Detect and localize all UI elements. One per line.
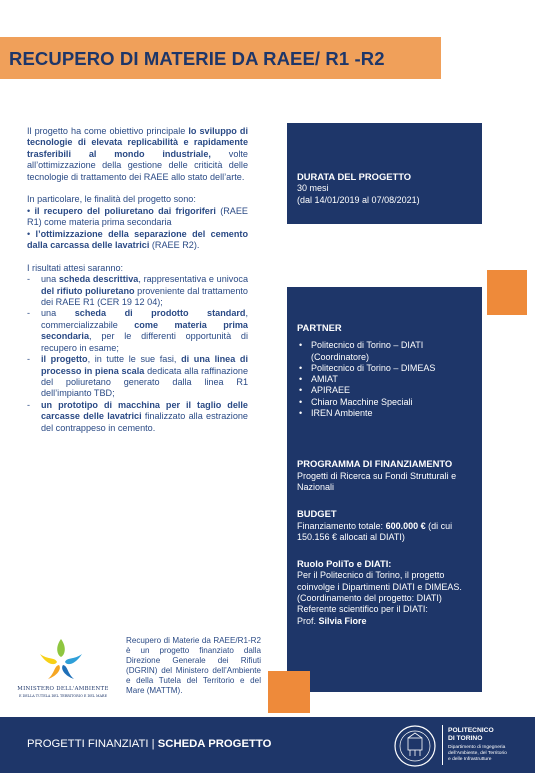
duration-months: 30 mesi (297, 183, 329, 194)
info-box (287, 287, 482, 692)
role-referent: Prof. Silvia Fiore (297, 615, 367, 626)
ministry-logo-text: MINISTERO DELL'AMBIENTE E DELLA TUTELA DEL TERRITORIO E DEL MARE (17, 686, 109, 698)
intro-bold: lo sviluppo di tecnologie di elevata replicabilità e rapidamente trasferibili al mondo industriale, (27, 126, 248, 159)
budget-amount: 600.000 € (385, 520, 426, 531)
role-heading: Ruolo PoliTo e DIATI: (297, 558, 392, 570)
partner-list (297, 340, 472, 419)
ministry-logo (17, 636, 109, 698)
list-item: • IREN Ambiente (297, 408, 472, 419)
budget-section (297, 508, 472, 543)
ministry-star-icon (17, 636, 105, 686)
list-item: • APIRAEE (297, 385, 472, 396)
role-text: Per il Politecnico di Torino, il progetto coinvolge i Dipartimenti DIATI e DIMEAS. (Coordinamento del progetto: DIATI) Referente scientifico per il DIATI: (297, 570, 462, 615)
referent-name: Silvia Fiore (318, 615, 367, 626)
intro-pre: Il progetto ha come obiettivo principale (27, 126, 189, 136)
role-section (297, 558, 472, 627)
orange-square-decoration (487, 270, 527, 315)
project-description (27, 126, 248, 434)
title-band (0, 37, 441, 79)
budget-text: Finanziamento totale: 600.000 € (di cui 150.156 € allocati al DIATI) (297, 520, 453, 542)
aim-item-2: • l’ottimizzazione della separazione del cemento dalla carcassa delle lavatrici (RAEE R2). (27, 228, 248, 251)
list-item: - una scheda di prodotto standard, commercializzabile come materia prima secondaria, per le differenti opportunità di recupero in esame; (27, 308, 248, 353)
duration-box (287, 123, 482, 224)
list-item: • Politecnico di Torino – DIMEAS (297, 363, 472, 374)
aims-lead: In particolare, le finalità del progetto sono: (27, 194, 196, 205)
budget-heading: BUDGET (297, 508, 337, 520)
duration-heading: DURATA DEL PROGETTO (297, 171, 412, 182)
partner-heading: PARTNER (297, 322, 342, 333)
results-list (27, 274, 248, 434)
funding-section (297, 458, 472, 493)
aim-item-2-bold: l’ottimizzazione della separazione del cemento dalla carcassa delle lavatrici (27, 228, 248, 251)
results-lead: I risultati attesi saranno: (27, 262, 124, 273)
polito-seal-icon (394, 725, 436, 767)
footer-title: PROGETTI FINANZIATI | SCHEDA PROGETTO (27, 738, 272, 750)
page-title: RECUPERO DI MATERIE DA RAEE/ R1 -R2 (9, 48, 385, 69)
intro-paragraph (27, 126, 248, 183)
list-item: • Politecnico di Torino – DIATI (Coordinatore) (297, 340, 472, 363)
intro-post: volte all’ottimizzazione della gestione delle criticità delle tecnologie di trattamento dei RAEE allo stato dell’arte. (27, 148, 248, 182)
aim-item-1-bold: il recupero del poliuretano dai frigoriferi (34, 205, 216, 216)
aim-item-1-rest: (RAEE R1) come materia prima secondaria (27, 205, 248, 228)
footer-divider (442, 725, 443, 765)
list-item: - il progetto, in tutte le sue fasi, di una linea di processo in piena scala dedicata alla raffinazione del poliuretano generato dalla linea R1 dell’impianto TBD; (27, 354, 249, 399)
aim-item-2-rest: (RAEE R2). (149, 240, 200, 251)
list-item: - una scheda descrittiva, rappresentativa e univoca del rifiuto poliuretano proveniente dal trattamento dei RAEE R1 (CER 19 12 04); (27, 274, 249, 308)
duration-dates: (dal 14/01/2019 al 07/08/2021) (297, 194, 420, 205)
funding-heading: PROGRAMMA DI FINANZIAMENTO (297, 458, 453, 470)
list-item: • AMIAT (297, 374, 472, 385)
orange-square-decoration (268, 671, 310, 713)
list-item: - un prototipo di macchina per il taglio delle carcasse delle lavatrici finalizzato alla estrazione del contrappeso in cemento. (27, 399, 248, 433)
footer (0, 717, 535, 773)
list-item: • Chiaro Macchine Speciali (297, 397, 472, 408)
polito-name: POLITECNICO DI TORINO (448, 727, 494, 742)
funding-text: Progetti di Ricerca su Fondi Strutturali e Nazionali (297, 470, 457, 492)
aim-item-1: • il recupero del poliuretano dai frigoriferi (RAEE R1) come materia prima secondaria (27, 205, 248, 228)
polito-department: Dipartimento di Ingegneria dell’Ambiente, del Territorio e delle Infrastrutture (448, 745, 507, 762)
ministry-blurb: Recupero di Materie da RAEE/R1-R2 è un progetto finanziato dalla Direzione Generale dei Rifiuti (DGRIN) del Ministero dell’Ambiente e della Tutela del Territorio e del Mare (MATTM). (126, 636, 261, 695)
